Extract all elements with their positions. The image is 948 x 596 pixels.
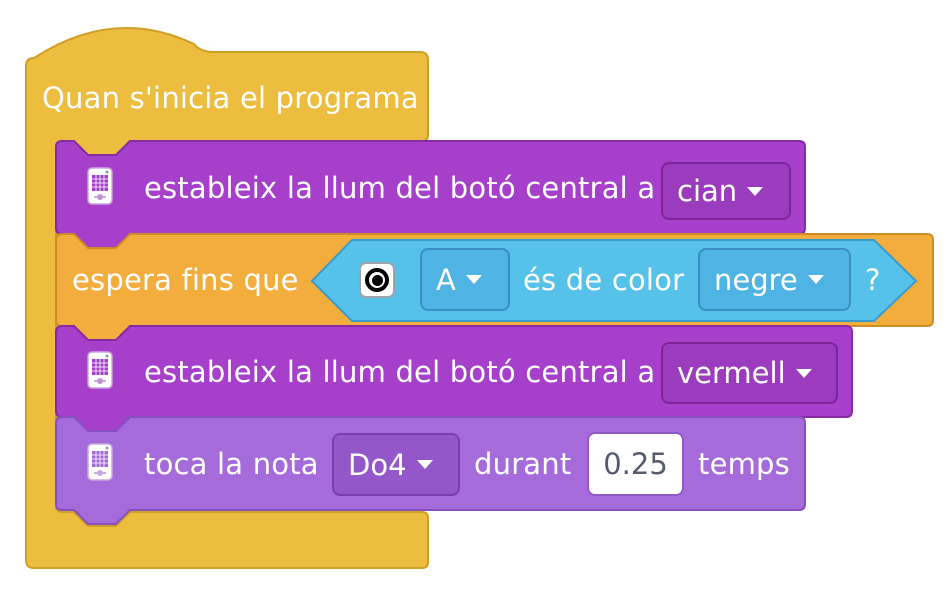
note-dropdown[interactable] xyxy=(332,433,460,496)
play-note-label: toca la nota xyxy=(144,447,319,481)
port-dropdown[interactable] xyxy=(420,248,510,311)
light-color-value-1: cian xyxy=(677,174,738,208)
sensor-color-dropdown[interactable] xyxy=(698,248,851,311)
chevron-down-icon xyxy=(747,187,763,196)
is-color-label: és de color xyxy=(523,263,685,297)
light-color-dropdown-1[interactable] xyxy=(661,162,791,220)
set-light-label-2: estableix la llum del botó central a xyxy=(144,355,656,389)
beats-input[interactable]: 0.25 xyxy=(587,432,684,496)
beats-unit-label: temps xyxy=(698,447,790,481)
port-value: A xyxy=(436,262,456,297)
sensor-color-value: negre xyxy=(714,262,798,297)
hub-icon xyxy=(87,443,113,481)
hat-block-label: Quan s'inicia el programa xyxy=(42,81,419,115)
chevron-down-icon xyxy=(466,275,482,284)
color-sensor-icon xyxy=(359,262,395,298)
chevron-down-icon xyxy=(417,460,433,469)
hub-icon xyxy=(87,351,113,389)
note-value: Do4 xyxy=(348,447,407,482)
chevron-down-icon xyxy=(796,369,812,378)
light-color-dropdown-2[interactable] xyxy=(661,342,838,404)
light-color-value-2: vermell xyxy=(677,356,786,390)
hub-icon xyxy=(87,167,113,205)
during-label: durant xyxy=(474,447,572,481)
chevron-down-icon xyxy=(808,275,824,284)
set-light-label-1: estableix la llum del botó central a xyxy=(144,171,656,205)
question-mark-label: ? xyxy=(865,263,881,297)
wait-until-label: espera fins que xyxy=(72,263,299,297)
